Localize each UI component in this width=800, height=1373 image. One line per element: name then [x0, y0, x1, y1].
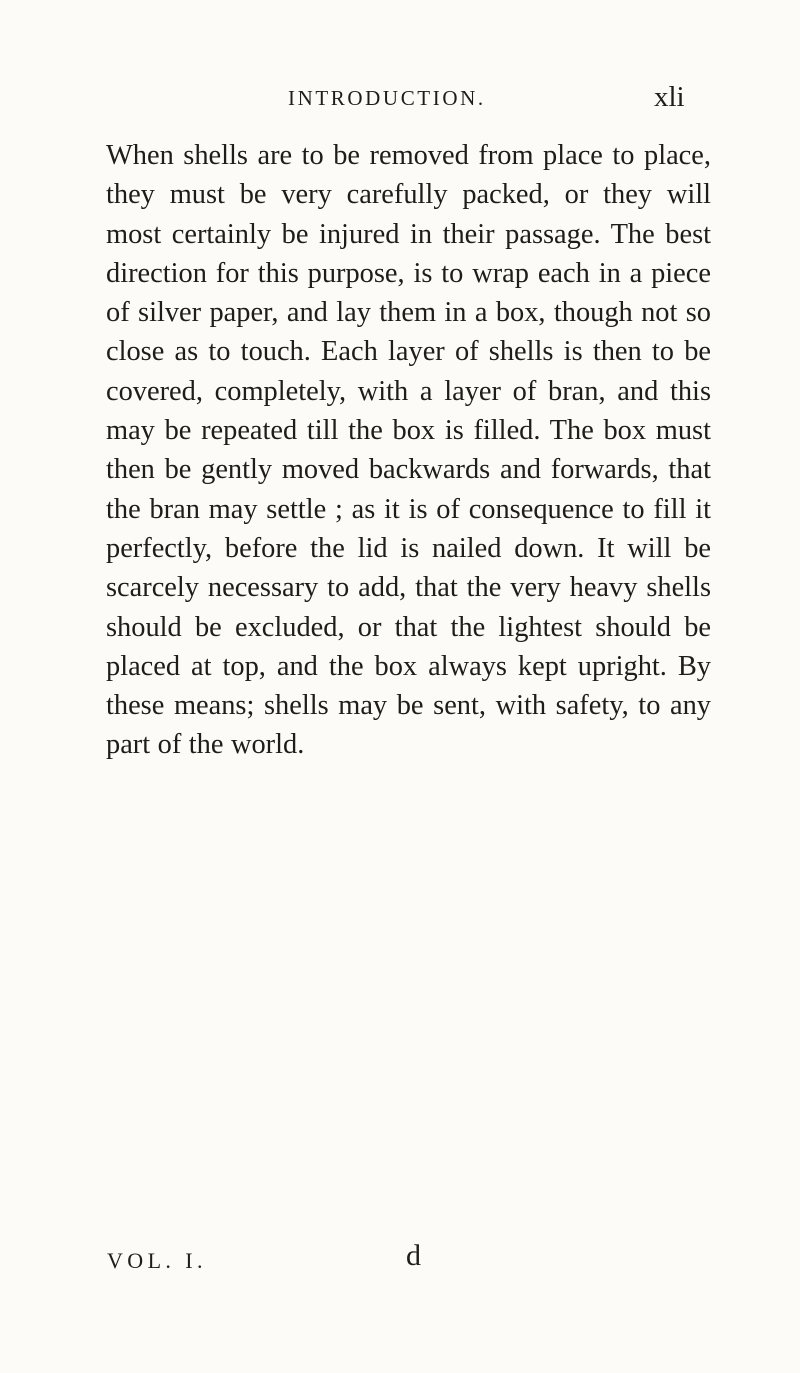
running-title: INTRODUCTION. — [288, 86, 486, 110]
printer-signature: d — [406, 1239, 421, 1272]
body-paragraph: When shells are to be removed from place to place, they must be very carefully packed, or they will most certainly be injured in their passage. The best direction for this purpose, is to wrap each in a piece of silver paper, and lay them in a box, though not so close as to touch. Each layer of shells is then to be covered, completely, with a layer of bran, and this may be repeated till the box is filled. The box must then be gently moved backwards and forwards, that the bran may settle ; as it is of consequence to fill it perfectly, before the lid is nailed down. It will be scarcely necessary to add, that the very heavy shells should be excluded, or that the lightest should be placed at top, and the box always kept upright. By these means; shells may be sent, with safety, to any part of the world. — [106, 140, 711, 761]
page-footer — [0, 1234, 800, 1278]
volume-label: VOL. I. — [107, 1248, 207, 1273]
running-head — [0, 76, 800, 120]
page-number: xli — [654, 81, 685, 113]
